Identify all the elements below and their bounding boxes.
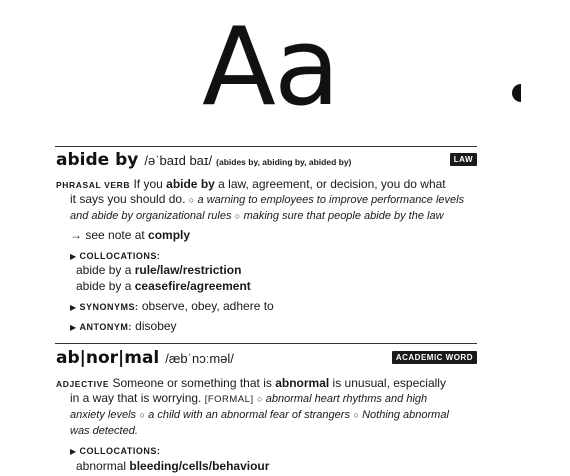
arrow-icon: → <box>70 228 82 242</box>
entry-header-abnormal <box>56 348 477 368</box>
headword: abide by <box>56 150 139 170</box>
synonyms-line: ▶ SYNONYMS: observe, obey, adhere to <box>70 299 274 313</box>
section-letter: Aa <box>201 5 339 130</box>
example-bullet-icon: ○ <box>256 394 263 404</box>
part-of-speech: PHRASAL VERB <box>56 180 131 190</box>
collocation-item: abide by a rule/law/restriction <box>76 263 242 277</box>
definition-line: it says you should do. ○ a warning to employees to improve performance levels <box>70 192 465 206</box>
collocation-item: abnormal bleeding/cells/behaviour <box>76 459 270 473</box>
register-label: [FORMAL] <box>204 394 254 405</box>
entry-divider <box>55 343 477 344</box>
collocations-label: ▶ COLLOCATIONS: <box>70 446 161 456</box>
cross-reference: → see note at comply <box>70 228 191 242</box>
definition-line: PHRASAL VERB If you abide by a law, agreement, or decision, you do what <box>56 177 446 191</box>
cross-reference-link[interactable]: comply <box>148 228 191 242</box>
definition-line: in a way that is worrying. [FORMAL] ○ abnormal heart rhythms and high <box>70 391 428 405</box>
pronunciation: /əˈbaɪd baɪ/ <box>144 153 213 168</box>
entry-divider <box>55 146 477 147</box>
antonym-line: ▶ ANTONYM: disobey <box>70 319 177 333</box>
triangle-icon: ▶ <box>70 447 77 456</box>
inflected-forms: (abides by, abiding by, abided by) <box>216 157 352 167</box>
subject-tag: LAW <box>450 153 477 166</box>
example-bullet-icon: ○ <box>353 410 359 420</box>
academic-word-tag: ACADEMIC WORD <box>392 351 477 364</box>
triangle-icon: ▶ <box>70 303 77 312</box>
example-bullet-icon: ○ <box>234 211 241 221</box>
example-line: and abide by organizational rules ○ making sure that people abide by the law <box>70 210 444 222</box>
triangle-icon: ▶ <box>70 323 77 332</box>
example-bullet-icon: ○ <box>188 195 195 205</box>
example-line: anxiety levels ○ a child with an abnormal fear of strangers ○ Nothing abnormal <box>70 409 449 421</box>
part-of-speech: ADJECTIVE <box>56 379 110 389</box>
collocations-label: ▶ COLLOCATIONS: <box>70 251 161 261</box>
headword: ab|nor|mal <box>56 348 160 368</box>
example-bullet-icon: ○ <box>139 410 145 420</box>
collocation-item: abide by a ceasefire/agreement <box>76 279 251 293</box>
example-line: was detected. <box>70 425 138 437</box>
pronunciation: /æbˈnɔːməl/ <box>165 351 234 366</box>
example-text: a warning to employees to improve performance levels <box>197 194 465 206</box>
definition-line: ADJECTIVE Someone or something that is abnormal is unusual, especially <box>56 376 446 390</box>
triangle-icon: ▶ <box>70 252 77 261</box>
entry-header-abide-by <box>56 150 477 170</box>
